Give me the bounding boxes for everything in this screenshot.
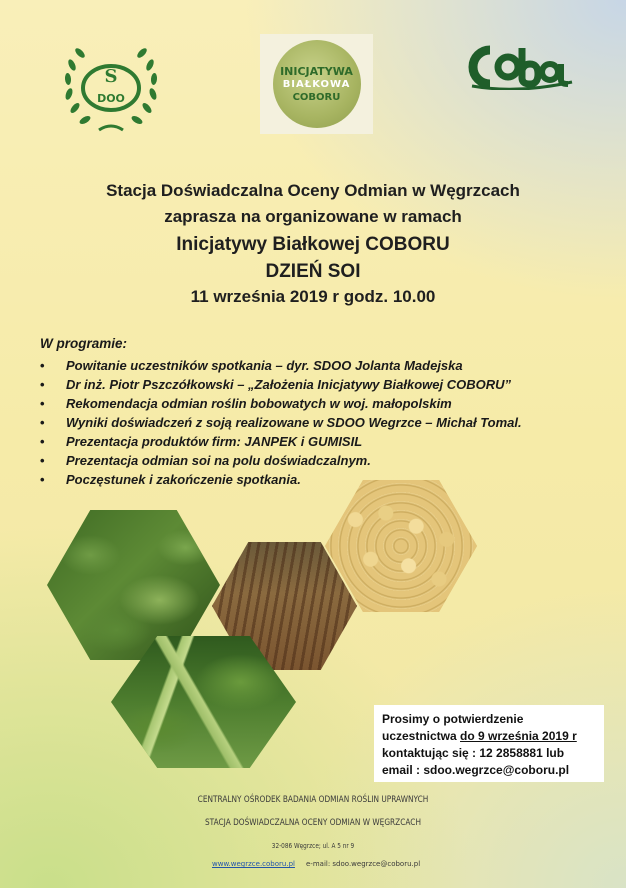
footer-email[interactable]: e-mail: sdoo.wegrzce@coboru.pl	[306, 860, 421, 868]
program-item: • Prezentacja produktów firm: JANPEK i GUMISIL	[40, 432, 522, 451]
footer-address: 32-086 Węgrzce; ul. A 5 nr 9	[271, 842, 355, 850]
rsvp-line1: Prosimy o potwierdzenie	[382, 712, 524, 726]
sdoo-laurel-logo-icon	[55, 30, 167, 142]
svg-text:S: S	[104, 66, 118, 87]
rsvp-box	[374, 705, 604, 782]
rsvp-phone: kontaktując się : 12 2858881 lub	[382, 746, 565, 760]
inicjatywa-bialkowa-logo	[260, 34, 373, 134]
rsvp-line2-prefix: uczestnictwa	[382, 729, 461, 743]
coboru-logo-icon	[468, 44, 576, 90]
rsvp-email[interactable]: email : sdoo.wegrzce@coboru.pl	[382, 763, 570, 777]
station-name: Stacja Doświadczalna Oceny Odmian w Węgrzcach	[106, 181, 520, 200]
sdoo-logo	[55, 30, 167, 142]
program-item: • Prezentacja odmian soi na polu doświadczalnym.	[40, 451, 522, 470]
event-date: 11 września 2019 r godz. 10.00	[190, 287, 436, 306]
coboru-logo	[468, 44, 576, 90]
footer-website-link[interactable]: www.wegrzce.coboru.pl	[212, 860, 295, 868]
invitation-text: zaprasza na organizowane w ramach	[164, 207, 462, 226]
program-item: • Poczęstunek i zakończenie spotkania.	[40, 470, 522, 489]
program-item: • Dr inż. Piotr Pszczółkowski – „Założenia Inicjatywy Białkowej COBORU”	[40, 375, 522, 394]
logo-text-line2: BIAŁKOWA	[282, 78, 351, 90]
footer-station: STACJA DOŚWIADCZALNA OCENY ODMIAN W WĘGRZCACH	[204, 818, 422, 828]
program-list	[40, 356, 522, 489]
logo-text-line3: COBORU	[292, 91, 341, 103]
inicjatywa-logo-badge	[273, 40, 361, 128]
program-heading: W programie:	[40, 336, 128, 351]
program-item: • Wyniki doświadczeń z soją realizowane w SDOO Wegrzce – Michał Tomal.	[40, 413, 522, 432]
rsvp-deadline: do 9 września 2019 r	[460, 729, 577, 743]
svg-text:DOO: DOO	[97, 92, 125, 105]
logo-text-line1: INICJATYWA	[280, 64, 353, 78]
footer-institution: CENTRALNY OŚRODEK BADANIA ODMIAN ROŚLIN UPRAWNYCH	[197, 795, 429, 805]
program-item: • Powitanie uczestników spotkania – dyr. SDOO Jolanta Madejska	[40, 356, 522, 375]
event-title: DZIEŃ SOI	[265, 261, 361, 282]
initiative-name: Inicjatywy Białkowej COBORU	[176, 234, 450, 255]
rsvp-line2	[382, 728, 596, 745]
program-item: • Rekomendacja odmian roślin bobowatych w woj. małopolskim	[40, 394, 522, 413]
